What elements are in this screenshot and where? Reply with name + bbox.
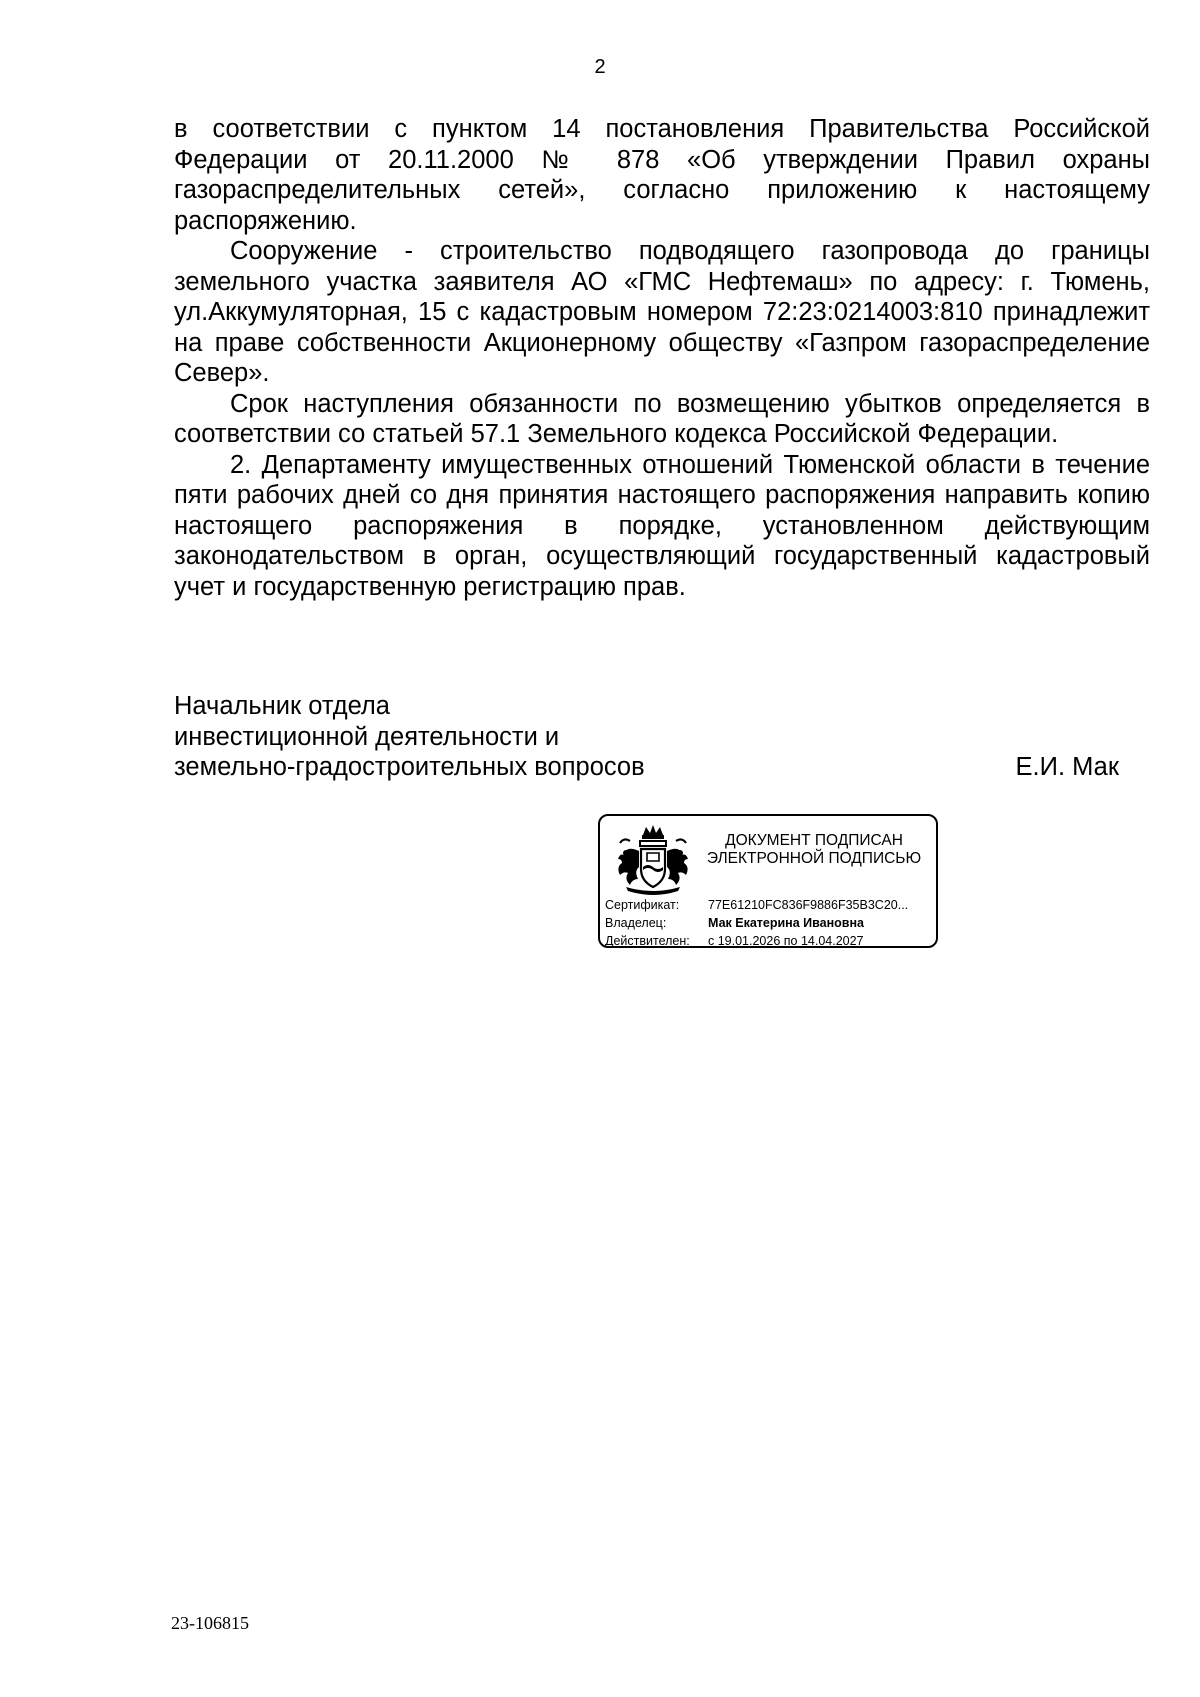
document-body — [174, 114, 1150, 602]
owner-label: Владелец: — [605, 916, 667, 930]
tyumen-coat-of-arms-icon — [612, 823, 694, 895]
certificate-label: Сертификат: — [605, 898, 680, 912]
document-number: 23-106815 — [171, 1613, 249, 1633]
validity-row — [605, 932, 908, 950]
stamp-title-line: ДОКУМЕНТ ПОДПИСАН — [725, 832, 903, 849]
electronic-signature-stamp — [598, 814, 938, 948]
paragraph-compensation-term: Срок наступления обязанности по возмещению убытков определяется в соответствии со статьей 57.1 Земельного кодекса Российской Федерации. — [174, 389, 1150, 448]
paragraph-item-2: 2. Департаменту имущественных отношений Тюменской области в течение пяти рабочих дней со дня принятия настоящего распоряжения направить копию настоящего распоряжения в порядке, установленном действующим законодательством в орган, осуществляющий государственный кадастровый учет и государственную регистрацию прав. — [174, 450, 1150, 601]
signer-block — [174, 691, 1150, 783]
signer-position-line: Начальник отдела — [174, 692, 390, 720]
owner-value: Мак Екатерина Ивановна — [708, 916, 864, 930]
owner-row — [605, 914, 908, 932]
certificate-value: 77E61210FC836F9886F35B3C20... — [708, 898, 909, 912]
signer-name: Е.И. Мак — [1015, 753, 1119, 781]
validity-value: с 19.01.2026 по 14.04.2027 — [708, 934, 864, 948]
signer-position-line: земельно-градостроительных вопросов — [174, 753, 645, 781]
signer-position-line: инвестиционной деятельности и — [174, 722, 560, 751]
stamp-title — [704, 832, 924, 868]
stamp-title-line: ЭЛЕКТРОННОЙ ПОДПИСЬЮ — [706, 850, 922, 867]
page-number: 2 — [594, 56, 606, 78]
stamp-details — [605, 896, 908, 950]
validity-label: Действителен: — [605, 934, 690, 948]
certificate-row — [605, 896, 908, 914]
paragraph-structure-ownership: Сооружение - строительство подводящего газопровода до границы земельного участка заявителя АО «ГМС Нефтемаш» по адресу: г. Тюмень, ул.Аккумуляторная, 15 с кадастровым номером 72:23:0214003:810 принадлежит на праве собственности Акционерному обществу «Газпром газораспределение Север». — [174, 237, 1150, 387]
paragraph-continuation: в соответствии с пунктом 14 постановления Правительства Российской Федерации от 20.11.2000 № 878 «Об утверждении Правил охраны газораспределительных сетей», согласно приложению к настоящему распоряжению. — [174, 115, 1150, 235]
